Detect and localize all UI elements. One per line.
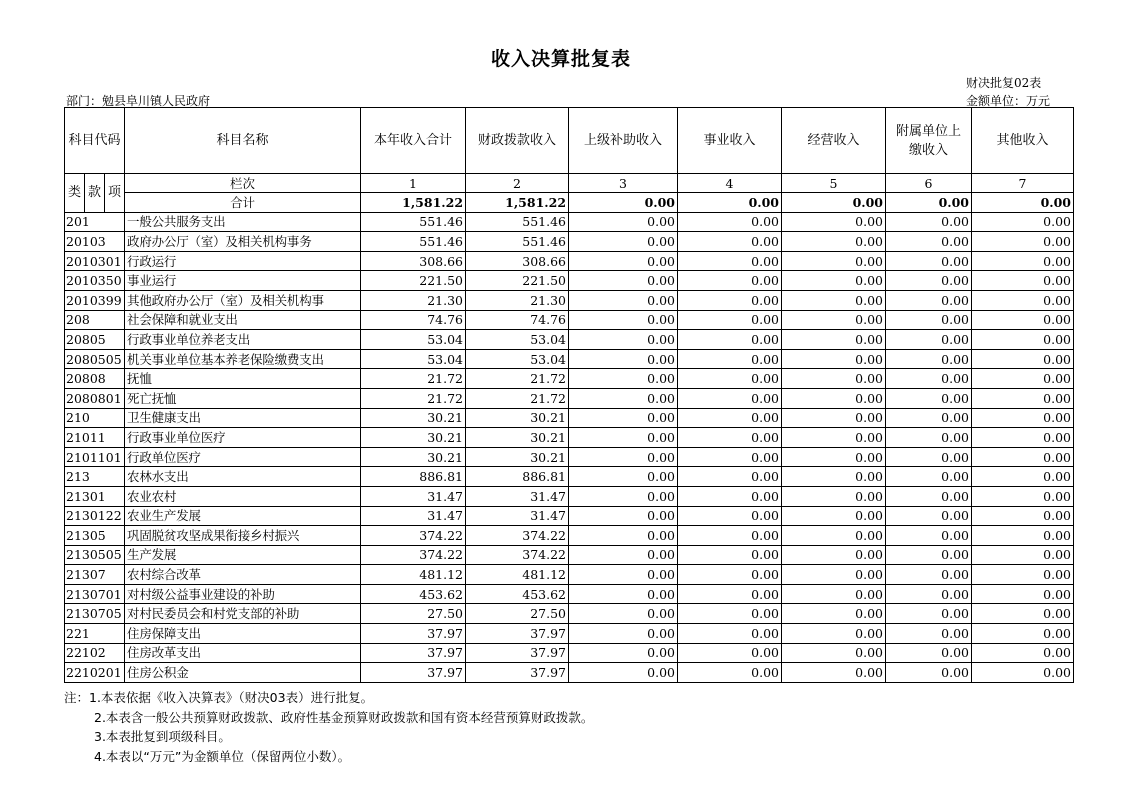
amount-cell: 37.97 [361, 663, 466, 683]
amount-cell: 0.00 [972, 447, 1074, 467]
amount-cell: 0.00 [569, 388, 678, 408]
amount-cell: 30.21 [466, 447, 569, 467]
amount-cell: 31.47 [466, 486, 569, 506]
level-kuan: 款 [85, 174, 105, 213]
amount-cell: 21.72 [361, 369, 466, 389]
amount-cell: 0.00 [782, 447, 886, 467]
table-row [65, 428, 1074, 448]
amount-cell: 37.97 [466, 663, 569, 683]
subject-name: 事业运行 [125, 271, 361, 291]
amount-cell: 0.00 [886, 310, 972, 330]
table-row [65, 663, 1074, 683]
subject-code: 20808 [65, 369, 125, 389]
amount-cell: 481.12 [361, 565, 466, 585]
amount-cell: 0.00 [972, 349, 1074, 369]
amount-cell: 0.00 [886, 447, 972, 467]
amount-cell: 0.00 [972, 506, 1074, 526]
amount-cell: 31.47 [361, 506, 466, 526]
subject-code: 2210201 [65, 663, 125, 683]
amount-cell: 0.00 [569, 643, 678, 663]
total-row [65, 193, 1074, 213]
amount-cell: 0.00 [886, 428, 972, 448]
amount-cell: 0.00 [678, 526, 782, 546]
amount-cell: 374.22 [361, 545, 466, 565]
amount-cell: 0.00 [886, 408, 972, 428]
subject-code: 2101101 [65, 447, 125, 467]
amount-cell: 0.00 [569, 349, 678, 369]
amount-cell: 0.00 [782, 604, 886, 624]
amount-cell: 0.00 [886, 212, 972, 232]
amount-cell: 886.81 [466, 467, 569, 487]
subject-code: 2010350 [65, 271, 125, 291]
amount-cell: 0.00 [782, 330, 886, 350]
amount-cell: 0.00 [678, 428, 782, 448]
subject-name: 巩固脱贫攻坚成果衔接乡村振兴 [125, 526, 361, 546]
header-superior-subsidy: 上级补助收入 [569, 108, 678, 174]
total-value: 0.00 [678, 193, 782, 213]
subject-code: 21307 [65, 565, 125, 585]
header-code: 科目代码 [65, 108, 125, 174]
subject-name: 对村民委员会和村党支部的补助 [125, 604, 361, 624]
amount-cell: 0.00 [569, 330, 678, 350]
amount-cell: 0.00 [782, 428, 886, 448]
amount-cell: 0.00 [569, 604, 678, 624]
amount-cell: 30.21 [361, 447, 466, 467]
page-title: 收入决算批复表 [490, 48, 631, 70]
amount-cell: 0.00 [678, 212, 782, 232]
amount-cell: 0.00 [886, 467, 972, 487]
level-lei: 类 [65, 174, 85, 213]
col-number-3: 3 [569, 174, 678, 193]
amount-cell: 0.00 [678, 290, 782, 310]
amount-cell: 53.04 [361, 349, 466, 369]
amount-cell: 0.00 [886, 271, 972, 291]
column-number-row [65, 174, 1074, 193]
note-line: 2.本表含一般公共预算财政拨款、政府性基金预算财政拨款和国有资本经营预算财政拨款。 [94, 709, 594, 725]
header-fiscal-allocation: 财政拨款收入 [466, 108, 569, 174]
subject-code: 20103 [65, 232, 125, 252]
amount-cell: 0.00 [972, 565, 1074, 585]
amount-cell: 0.00 [678, 388, 782, 408]
amount-cell: 0.00 [678, 643, 782, 663]
amount-cell: 0.00 [782, 643, 886, 663]
amount-cell: 0.00 [678, 310, 782, 330]
amount-cell: 0.00 [569, 251, 678, 271]
table-row [65, 232, 1074, 252]
amount-cell: 0.00 [972, 310, 1074, 330]
table-row [65, 271, 1074, 291]
subject-code: 22102 [65, 643, 125, 663]
amount-cell: 0.00 [886, 251, 972, 271]
amount-cell: 21.72 [466, 388, 569, 408]
subject-code: 21011 [65, 428, 125, 448]
table-row [65, 643, 1074, 663]
subject-name: 住房公积金 [125, 663, 361, 683]
amount-cell: 0.00 [782, 526, 886, 546]
amount-cell: 374.22 [466, 526, 569, 546]
amount-cell: 30.21 [361, 428, 466, 448]
amount-cell: 30.21 [466, 428, 569, 448]
amount-cell: 0.00 [569, 663, 678, 683]
table-row [65, 506, 1074, 526]
amount-cell: 0.00 [972, 290, 1074, 310]
col-number-7: 7 [972, 174, 1074, 193]
amount-cell: 0.00 [782, 349, 886, 369]
amount-cell: 0.00 [678, 506, 782, 526]
amount-cell: 0.00 [972, 486, 1074, 506]
amount-cell: 0.00 [972, 545, 1074, 565]
amount-cell: 0.00 [569, 506, 678, 526]
amount-cell: 0.00 [782, 369, 886, 389]
note-line: 4.本表以“万元”为金额单位（保留两位小数）。 [94, 748, 351, 764]
amount-cell: 0.00 [886, 506, 972, 526]
subject-code: 201 [65, 212, 125, 232]
total-value: 0.00 [972, 193, 1074, 213]
table-row [65, 624, 1074, 644]
subject-name: 住房改革支出 [125, 643, 361, 663]
amount-cell: 0.00 [678, 330, 782, 350]
subject-code: 208 [65, 310, 125, 330]
amount-cell: 37.97 [361, 624, 466, 644]
note-line: 注：1.本表依据《收入决算表》（财决03表）进行批复。 [64, 690, 374, 705]
subject-name: 农业生产发展 [125, 506, 361, 526]
table-row [65, 584, 1074, 604]
amount-cell: 0.00 [886, 565, 972, 585]
amount-cell: 0.00 [782, 310, 886, 330]
amount-cell: 0.00 [678, 251, 782, 271]
amount-cell: 0.00 [782, 408, 886, 428]
amount-cell: 0.00 [886, 290, 972, 310]
subject-code: 2080801 [65, 388, 125, 408]
amount-cell: 0.00 [886, 545, 972, 565]
amount-cell: 0.00 [678, 349, 782, 369]
amount-cell: 0.00 [569, 447, 678, 467]
amount-cell: 21.30 [361, 290, 466, 310]
subject-code: 2010399 [65, 290, 125, 310]
amount-cell: 0.00 [886, 486, 972, 506]
amount-cell: 0.00 [972, 467, 1074, 487]
revenue-approval-table [64, 107, 1074, 683]
amount-cell: 308.66 [466, 251, 569, 271]
subject-code: 2130505 [65, 545, 125, 565]
subject-name: 机关事业单位基本养老保险缴费支出 [125, 349, 361, 369]
amount-cell: 0.00 [569, 290, 678, 310]
amount-cell: 0.00 [782, 486, 886, 506]
subject-name: 农业农村 [125, 486, 361, 506]
header-row [65, 108, 1074, 174]
level-xiang: 项 [105, 174, 125, 213]
amount-cell: 37.97 [466, 624, 569, 644]
amount-cell: 0.00 [569, 369, 678, 389]
amount-cell: 0.00 [886, 369, 972, 389]
subject-name: 生产发展 [125, 545, 361, 565]
table-row [65, 526, 1074, 546]
table-row [65, 486, 1074, 506]
table-row [65, 212, 1074, 232]
table-row [65, 369, 1074, 389]
amount-cell: 0.00 [972, 232, 1074, 252]
amount-cell: 0.00 [886, 349, 972, 369]
amount-cell: 374.22 [466, 545, 569, 565]
amount-cell: 0.00 [972, 526, 1074, 546]
header-affiliated-units: 附属单位上缴收入 [886, 108, 972, 174]
amount-cell: 0.00 [569, 584, 678, 604]
amount-cell: 0.00 [886, 663, 972, 683]
form-code: 财决批复02表 [966, 76, 1042, 90]
subject-code: 2010301 [65, 251, 125, 271]
amount-cell: 74.76 [466, 310, 569, 330]
total-value: 1,581.22 [466, 193, 569, 213]
amount-cell: 453.62 [466, 584, 569, 604]
table-row [65, 408, 1074, 428]
amount-cell: 0.00 [972, 251, 1074, 271]
amount-cell: 0.00 [972, 624, 1074, 644]
total-value: 0.00 [886, 193, 972, 213]
amount-cell: 221.50 [466, 271, 569, 291]
amount-cell: 0.00 [569, 408, 678, 428]
header-name: 科目名称 [125, 108, 361, 174]
amount-cell: 0.00 [678, 232, 782, 252]
amount-cell: 453.62 [361, 584, 466, 604]
amount-cell: 551.46 [361, 232, 466, 252]
amount-cell: 0.00 [569, 545, 678, 565]
amount-cell: 0.00 [972, 604, 1074, 624]
subject-name: 政府办公厅（室）及相关机构事务 [125, 232, 361, 252]
amount-cell: 374.22 [361, 526, 466, 546]
amount-cell: 30.21 [361, 408, 466, 428]
amount-cell: 0.00 [569, 271, 678, 291]
amount-cell: 37.97 [361, 643, 466, 663]
total-value: 0.00 [782, 193, 886, 213]
subject-code: 20805 [65, 330, 125, 350]
amount-cell: 30.21 [466, 408, 569, 428]
amount-cell: 0.00 [678, 663, 782, 683]
amount-cell: 0.00 [569, 565, 678, 585]
table-row [65, 467, 1074, 487]
amount-cell: 31.47 [361, 486, 466, 506]
amount-cell: 0.00 [678, 467, 782, 487]
header-total-income: 本年收入合计 [361, 108, 466, 174]
subject-code: 2130122 [65, 506, 125, 526]
subject-name: 行政单位医疗 [125, 447, 361, 467]
subject-name: 住房保障支出 [125, 624, 361, 644]
amount-cell: 0.00 [782, 565, 886, 585]
amount-cell: 31.47 [466, 506, 569, 526]
subject-code: 221 [65, 624, 125, 644]
department-label: 部门：勉县阜川镇人民政府 [66, 94, 211, 108]
table-row [65, 565, 1074, 585]
row-index-label: 栏次 [125, 174, 361, 193]
amount-unit-label: 金额单位：万元 [966, 94, 1051, 108]
amount-cell: 0.00 [972, 388, 1074, 408]
amount-cell: 0.00 [678, 408, 782, 428]
amount-cell: 0.00 [972, 330, 1074, 350]
subject-name: 行政运行 [125, 251, 361, 271]
subject-name: 对村级公益事业建设的补助 [125, 584, 361, 604]
subject-code: 21301 [65, 486, 125, 506]
amount-cell: 21.30 [466, 290, 569, 310]
subject-code: 2080505 [65, 349, 125, 369]
table-row [65, 604, 1074, 624]
amount-cell: 481.12 [466, 565, 569, 585]
amount-cell: 0.00 [782, 388, 886, 408]
amount-cell: 0.00 [569, 232, 678, 252]
table-row [65, 310, 1074, 330]
subject-name: 卫生健康支出 [125, 408, 361, 428]
amount-cell: 0.00 [678, 486, 782, 506]
subject-name: 农村综合改革 [125, 565, 361, 585]
col-number-1: 1 [361, 174, 466, 193]
amount-cell: 0.00 [972, 271, 1074, 291]
note-line: 3.本表批复到项级科目。 [94, 729, 231, 744]
amount-cell: 0.00 [678, 565, 782, 585]
table-row [65, 447, 1074, 467]
amount-cell: 0.00 [782, 663, 886, 683]
amount-cell: 0.00 [886, 232, 972, 252]
amount-cell: 308.66 [361, 251, 466, 271]
subject-name: 行政事业单位医疗 [125, 428, 361, 448]
amount-cell: 0.00 [569, 310, 678, 330]
amount-cell: 221.50 [361, 271, 466, 291]
col-number-4: 4 [678, 174, 782, 193]
amount-cell: 0.00 [782, 584, 886, 604]
table-row [65, 330, 1074, 350]
table-row [65, 251, 1074, 271]
amount-cell: 551.46 [466, 232, 569, 252]
amount-cell: 21.72 [361, 388, 466, 408]
amount-cell: 53.04 [466, 330, 569, 350]
amount-cell: 0.00 [782, 545, 886, 565]
amount-cell: 0.00 [678, 604, 782, 624]
amount-cell: 551.46 [361, 212, 466, 232]
amount-cell: 886.81 [361, 467, 466, 487]
subject-code: 21305 [65, 526, 125, 546]
amount-cell: 27.50 [466, 604, 569, 624]
amount-cell: 0.00 [886, 643, 972, 663]
amount-cell: 0.00 [972, 212, 1074, 232]
amount-cell: 0.00 [782, 271, 886, 291]
amount-cell: 0.00 [569, 428, 678, 448]
amount-cell: 0.00 [569, 212, 678, 232]
amount-cell: 0.00 [886, 604, 972, 624]
table-row [65, 349, 1074, 369]
amount-cell: 53.04 [466, 349, 569, 369]
amount-cell: 0.00 [782, 212, 886, 232]
amount-cell: 0.00 [782, 251, 886, 271]
table-body [65, 108, 1074, 683]
total-value: 1,581.22 [361, 193, 466, 213]
amount-cell: 0.00 [972, 663, 1074, 683]
subject-name: 社会保障和就业支出 [125, 310, 361, 330]
amount-cell: 551.46 [466, 212, 569, 232]
amount-cell: 0.00 [782, 232, 886, 252]
amount-cell: 0.00 [782, 467, 886, 487]
subject-code: 213 [65, 467, 125, 487]
amount-cell: 0.00 [972, 408, 1074, 428]
amount-cell: 37.97 [466, 643, 569, 663]
amount-cell: 0.00 [972, 643, 1074, 663]
amount-cell: 0.00 [678, 447, 782, 467]
col-number-5: 5 [782, 174, 886, 193]
total-label: 合计 [125, 193, 361, 213]
amount-cell: 0.00 [886, 624, 972, 644]
subject-name: 其他政府办公厅（室）及相关机构事 [125, 290, 361, 310]
subject-code: 2130701 [65, 584, 125, 604]
amount-cell: 0.00 [972, 428, 1074, 448]
amount-cell: 0.00 [782, 290, 886, 310]
header-operating-income: 经营收入 [782, 108, 886, 174]
subject-code: 210 [65, 408, 125, 428]
notes-section [64, 688, 593, 766]
amount-cell: 0.00 [972, 369, 1074, 389]
table-row [65, 290, 1074, 310]
amount-cell: 0.00 [886, 330, 972, 350]
col-number-6: 6 [886, 174, 972, 193]
amount-cell: 0.00 [678, 369, 782, 389]
header-business-income: 事业收入 [678, 108, 782, 174]
amount-cell: 0.00 [886, 526, 972, 546]
amount-cell: 0.00 [569, 526, 678, 546]
amount-cell: 74.76 [361, 310, 466, 330]
header-other-income: 其他收入 [972, 108, 1074, 174]
amount-cell: 0.00 [886, 388, 972, 408]
amount-cell: 21.72 [466, 369, 569, 389]
table-row [65, 388, 1074, 408]
table-row [65, 545, 1074, 565]
amount-cell: 0.00 [569, 624, 678, 644]
amount-cell: 0.00 [569, 467, 678, 487]
subject-name: 抚恤 [125, 369, 361, 389]
amount-cell: 0.00 [972, 584, 1074, 604]
subject-name: 死亡抚恤 [125, 388, 361, 408]
amount-cell: 53.04 [361, 330, 466, 350]
amount-cell: 0.00 [678, 271, 782, 291]
amount-cell: 0.00 [678, 545, 782, 565]
amount-cell: 0.00 [569, 486, 678, 506]
amount-cell: 0.00 [678, 584, 782, 604]
subject-name: 一般公共服务支出 [125, 212, 361, 232]
subject-name: 行政事业单位养老支出 [125, 330, 361, 350]
col-number-2: 2 [466, 174, 569, 193]
subject-code: 2130705 [65, 604, 125, 624]
amount-cell: 0.00 [782, 506, 886, 526]
subject-name: 农林水支出 [125, 467, 361, 487]
total-value: 0.00 [569, 193, 678, 213]
amount-cell: 0.00 [678, 624, 782, 644]
amount-cell: 27.50 [361, 604, 466, 624]
amount-cell: 0.00 [886, 584, 972, 604]
amount-cell: 0.00 [782, 624, 886, 644]
